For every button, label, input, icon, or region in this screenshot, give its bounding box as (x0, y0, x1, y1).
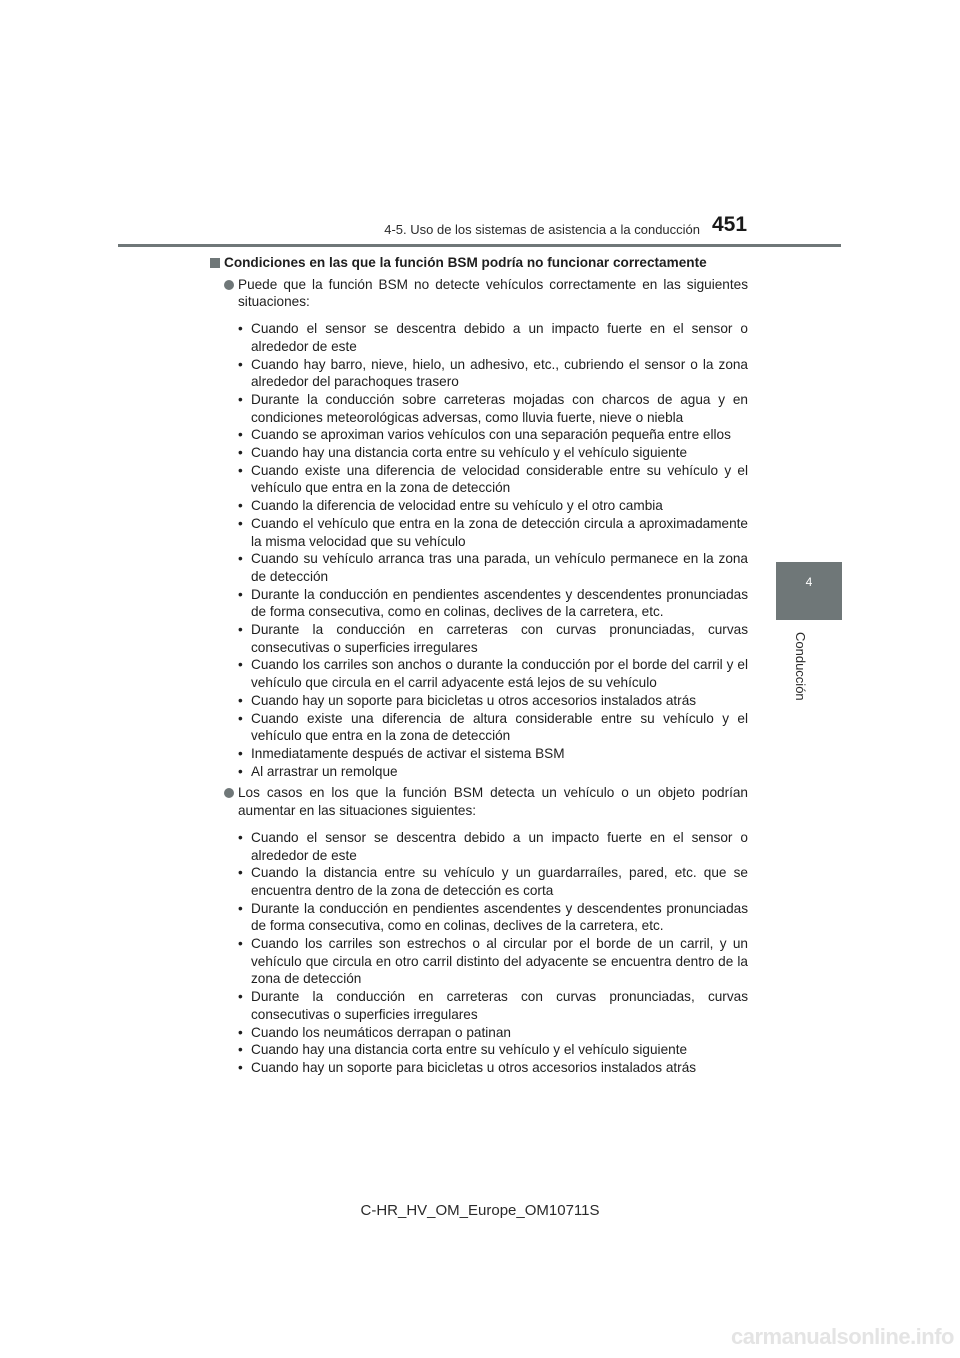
list-item: • Durante la conducción en pendientes ascendentes y descendentes pronunciadas de forma consecutiva, como en colinas, declives de la carretera, etc. (238, 900, 748, 935)
chapter-label: Conducción (793, 632, 808, 701)
list-item: • Cuando hay una distancia corta entre su vehículo y el vehículo siguiente (238, 444, 748, 462)
document-code: C-HR_HV_OM_Europe_OM10711S (360, 1202, 600, 1219)
chapter-label-strip (776, 620, 842, 713)
circle-bullet-icon (224, 788, 234, 798)
bullet-text: Puede que la función BSM no detecte vehículos correctamente en las siguientes situaciones: (238, 276, 748, 310)
list-item: • Durante la conducción en pendientes ascendentes y descendentes pronunciadas de forma consecutiva, como en colinas, declives de la carretera, etc. (238, 586, 748, 621)
condition-list-1 (210, 320, 748, 780)
list-item: • Cuando los carriles son anchos o durante la conducción por el borde del carril y el vehículo que circula en el carril adyacente está lejos de su vehículo (238, 656, 748, 691)
section-title: 4-5. Uso de los sistemas de asistencia a la conducción (384, 222, 700, 237)
list-item: • Cuando la distancia entre su vehículo y un guardarraíles, pared, etc. que se encuentra dentro de la zona de detección es corta (238, 864, 748, 899)
bullet-text: Los casos en los que la función BSM detecta un vehículo o un objeto podrían aumentar en las situaciones siguientes: (238, 785, 748, 819)
list-item: • Cuando el sensor se descentra debido a un impacto fuerte en el sensor o alrededor de este (238, 320, 748, 355)
list-item: • Cuando hay un soporte para bicicletas u otros accesorios instalados atrás (238, 1059, 748, 1077)
section-heading-text: Condiciones en las que la función BSM podría no funcionar correctamente (224, 255, 707, 270)
condition-list-2 (210, 829, 748, 1077)
list-item: • Durante la conducción en carreteras con curvas pronunciadas, curvas consecutivas o superficies irregulares (238, 621, 748, 656)
list-item: • Cuando hay un soporte para bicicletas u otros accesorios instalados atrás (238, 692, 748, 710)
watermark-text: carmanualsonline.info (731, 1324, 954, 1349)
list-item: • Cuando se aproximan varios vehículos con una separación pequeña entre ellos (238, 426, 748, 444)
list-item: • Cuando existe una diferencia de velocidad considerable entre su vehículo y el vehículo que entra en la zona de detección (238, 462, 748, 497)
list-item: • Cuando el sensor se descentra debido a un impacto fuerte en el sensor o alrededor de este (238, 829, 748, 864)
list-item: • Cuando el vehículo que entra en la zona de detección circula a aproximadamente la misma velocidad que su vehículo (238, 515, 748, 550)
page-number: 451 (712, 213, 748, 236)
bullet-block-2 (210, 784, 748, 819)
bullet-block-1 (210, 276, 748, 311)
main-content (210, 254, 748, 1081)
list-item: • Cuando los carriles son estrechos o al circular por el borde de un carril, y un vehículo que circula en otro carril distinto del adyacente se encuentra dentro de la zona de detección (238, 935, 748, 988)
list-item: • Cuando su vehículo arranca tras una parada, un vehículo permanece en la zona de detección (238, 550, 748, 585)
list-item: • Inmediatamente después de activar el sistema BSM (238, 745, 748, 763)
list-item: • Cuando los neumáticos derrapan o patinan (238, 1024, 748, 1042)
list-item: • Cuando existe una diferencia de altura considerable entre su vehículo y el vehículo que entra en la zona de detección (238, 710, 748, 745)
list-item: • Al arrastrar un remolque (238, 763, 748, 781)
list-item: • Durante la conducción sobre carreteras mojadas con charcos de agua y en condiciones meteorológicas adversas, como lluvia fuerte, nieve o niebla (238, 391, 748, 426)
chapter-number: 4 (805, 575, 813, 589)
list-item: • Cuando la diferencia de velocidad entre su vehículo y el otro cambia (238, 497, 748, 515)
section-heading (210, 254, 748, 272)
circle-bullet-icon (224, 280, 234, 290)
list-item: • Cuando hay barro, nieve, hielo, un adhesivo, etc., cubriendo el sensor o la zona alrededor del parachoques trasero (238, 356, 748, 391)
list-item: • Durante la conducción en carreteras con curvas pronunciadas, curvas consecutivas o superficies irregulares (238, 988, 748, 1023)
square-bullet-icon (210, 258, 220, 268)
list-item: • Cuando hay una distancia corta entre su vehículo y el vehículo siguiente (238, 1041, 748, 1059)
header-divider (118, 244, 841, 247)
